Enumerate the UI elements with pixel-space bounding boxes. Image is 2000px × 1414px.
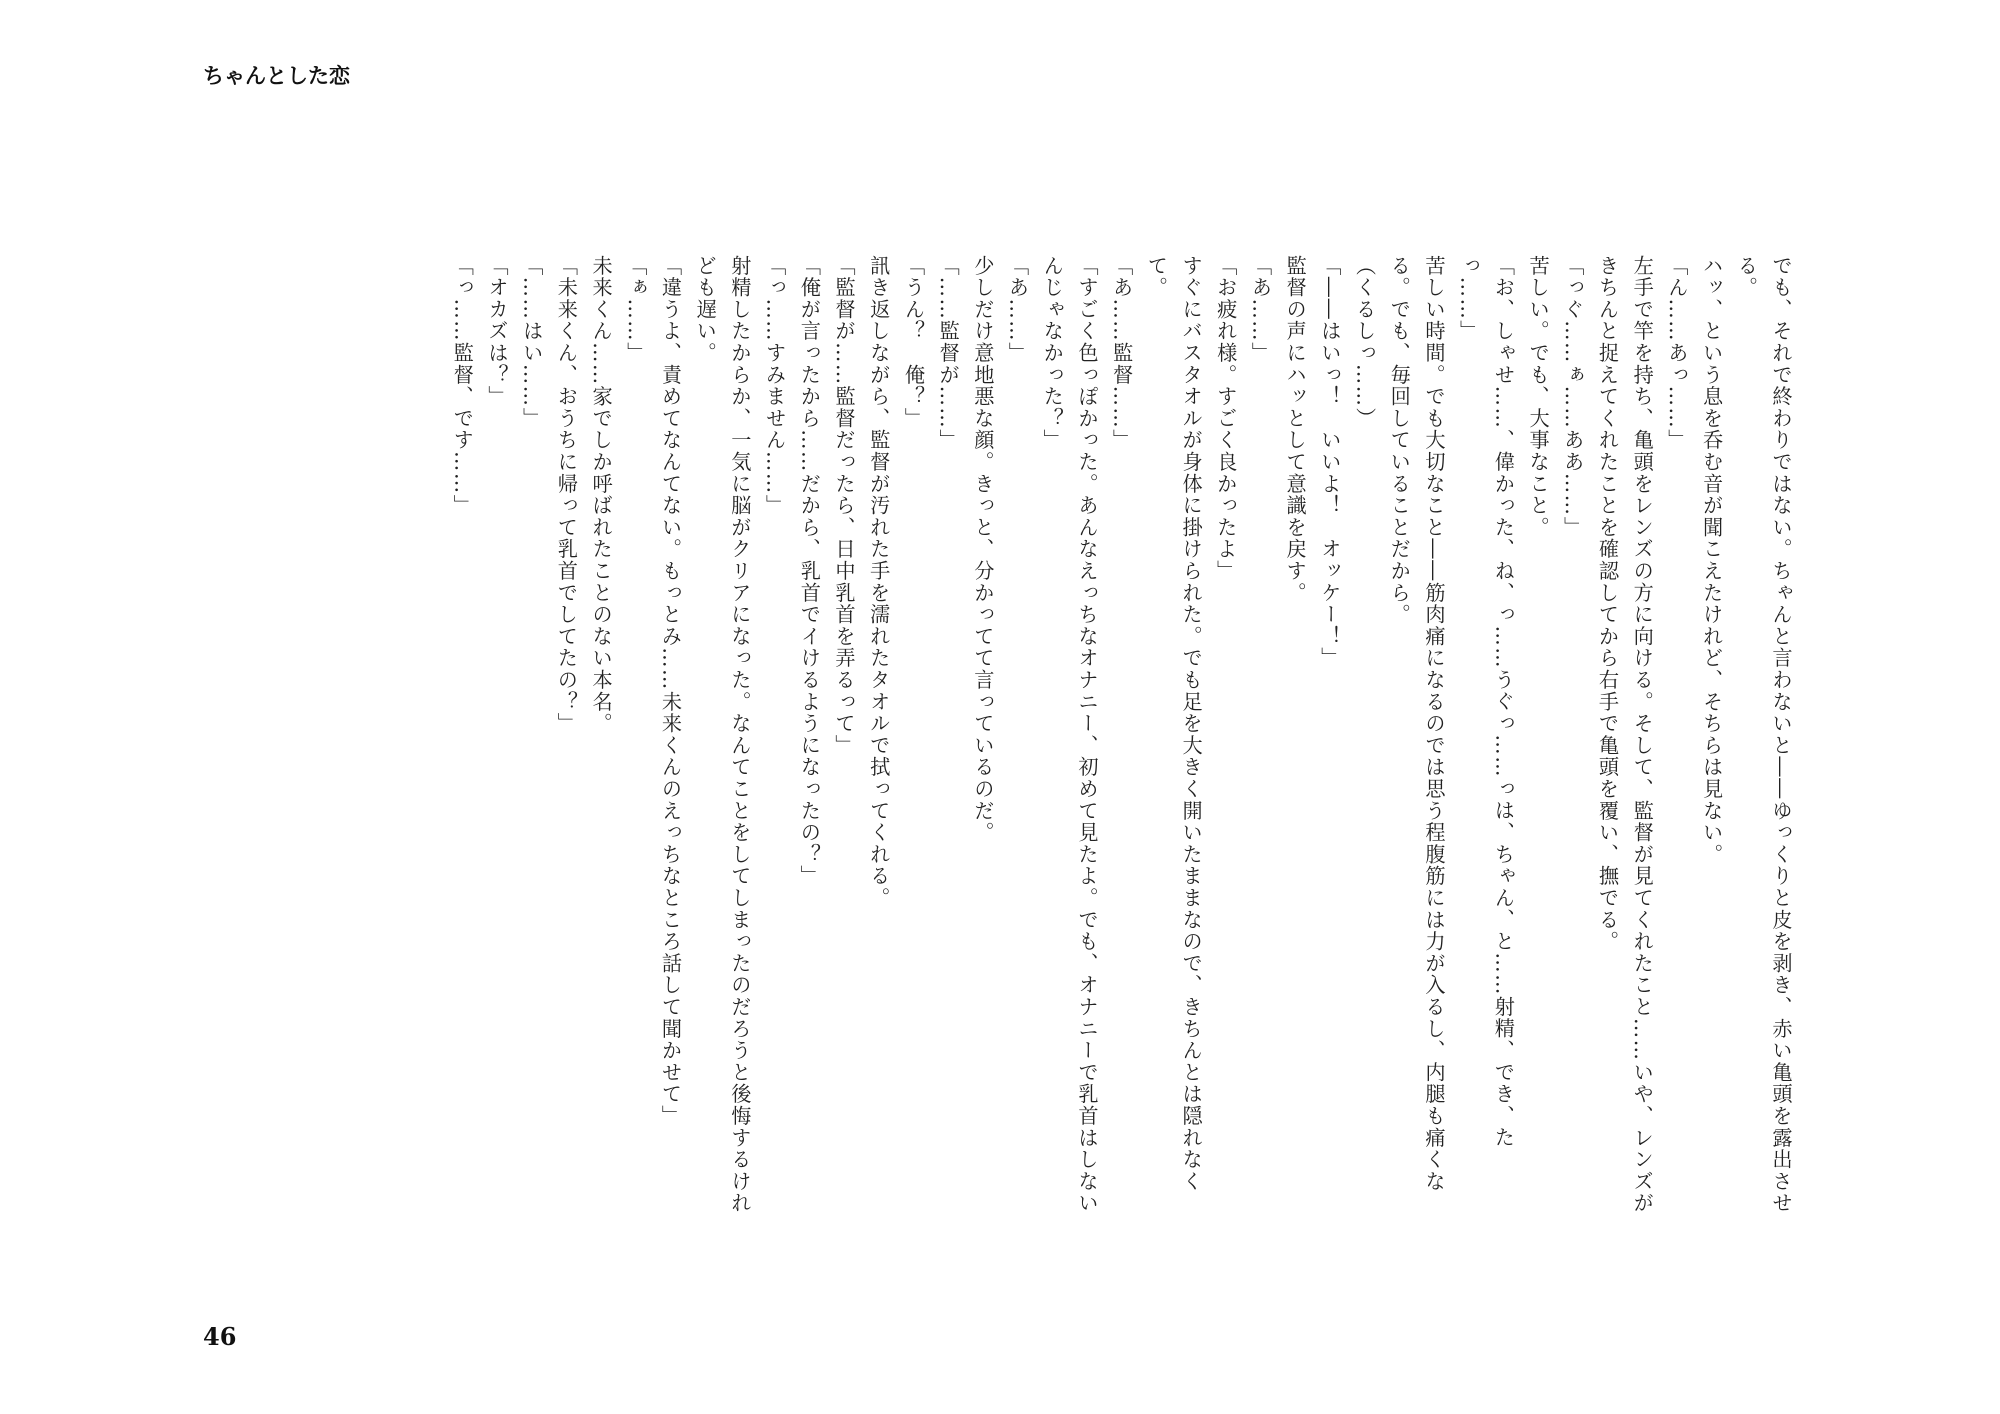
text-line: 苦しい。でも、大事なこと。 — [1526, 255, 1551, 539]
text-line: 「未来くん、おうちに帰って乳首でしてたの？」 — [554, 255, 579, 735]
text-line: でも、それで終わりではない。ちゃんと言わないと――ゆっくりと皮を剥き、赤い亀頭を露出させる。 — [1734, 255, 1793, 1215]
text-line: 「監督が……監督だったら、日中乳首を弄るって」 — [832, 255, 857, 757]
text-line: 未来くん……家でしか呼ばれたことのない本名。 — [589, 255, 614, 735]
text-line: すぐにバスタオルが身体に掛けられた。でも足を大きく開いたままなので、きちんとは隠れなくて。 — [1144, 255, 1204, 1193]
text-line: 「ぁ……」 — [623, 255, 648, 364]
text-line: ハッ、という息を呑む音が聞こえたけれど、そちらは見ない。 — [1699, 255, 1724, 866]
text-line: 苦しい時間。でも大切なこと――筋肉痛になるのでは思う程腹筋には力が入るし、内腿も痛くなる。でも、毎回していることだから。 — [1387, 255, 1446, 1193]
text-line: 「っ……すみません……」 — [762, 255, 787, 517]
text-line: 「すごく色っぽかった。あんなえっちなオナニー、初めて見たよ。でも、オナニーで乳首はしないんじゃなかった？」 — [1040, 255, 1099, 1215]
text-line: 「お疲れ様。すごく良かったよ」 — [1213, 255, 1238, 582]
text-line: 監督の声にハッとして意識を戻す。 — [1283, 255, 1308, 604]
text-line: 左手で竿を持ち、亀頭をレンズの方に向ける。そして、監督が見てくれたこと……いや、レンズがきちんと捉えてくれたことを確認してから右手で亀頭を覆い、撫でる。 — [1595, 255, 1655, 1215]
text-line: 少しだけ意地悪な顔。きっと、分かってて言っているのだ。 — [970, 255, 995, 844]
text-line: 「ん……あっ……」 — [1664, 255, 1689, 452]
text-line: 「っ……監督、です……」 — [450, 255, 475, 517]
text-line: 射精したからか、一気に脳がクリアになった。なんてことをしてしまったのだろうと後悔するけれども遅い。 — [693, 255, 752, 1215]
text-line: 「あ……監督……」 — [1109, 255, 1134, 452]
text-line: 「……はい……」 — [519, 255, 544, 430]
text-line: 「違うよ、責めてなんてない。もっとみ……未来くんのえっちなところ話して聞かせて」 — [658, 255, 683, 1127]
vertical-body-text — [208, 255, 1798, 1215]
text-line: 「……監督が……」 — [936, 255, 961, 452]
text-line: 「あ……」 — [1005, 255, 1030, 364]
text-line: 「うん？ 俺？」 — [901, 255, 926, 430]
text-line: 「っぐ……ぁ……ああ……」 — [1560, 255, 1585, 539]
running-title: ちゃんとした恋 — [203, 63, 350, 88]
text-line: （くるしっ……） — [1352, 255, 1377, 430]
text-line: 「俺が言ったから……だから、乳首でイけるようになったの？」 — [797, 255, 822, 888]
text-line: 「――はいっ！ いいよ！ オッケー！」 — [1317, 255, 1342, 670]
page-number: 46 — [203, 1322, 237, 1351]
text-line: 「オカズは？」 — [484, 255, 509, 408]
text-line: 訊き返しながら、監督が汚れた手を濡れたタオルで拭ってくれる。 — [866, 255, 891, 909]
text-line: 「お、しゃせ……、偉かった、ね、っ……うぐっ……っは、ちゃん、と……射精、でき、たっ……」 — [1456, 255, 1516, 1149]
text-line: 「あ……」 — [1248, 255, 1273, 364]
